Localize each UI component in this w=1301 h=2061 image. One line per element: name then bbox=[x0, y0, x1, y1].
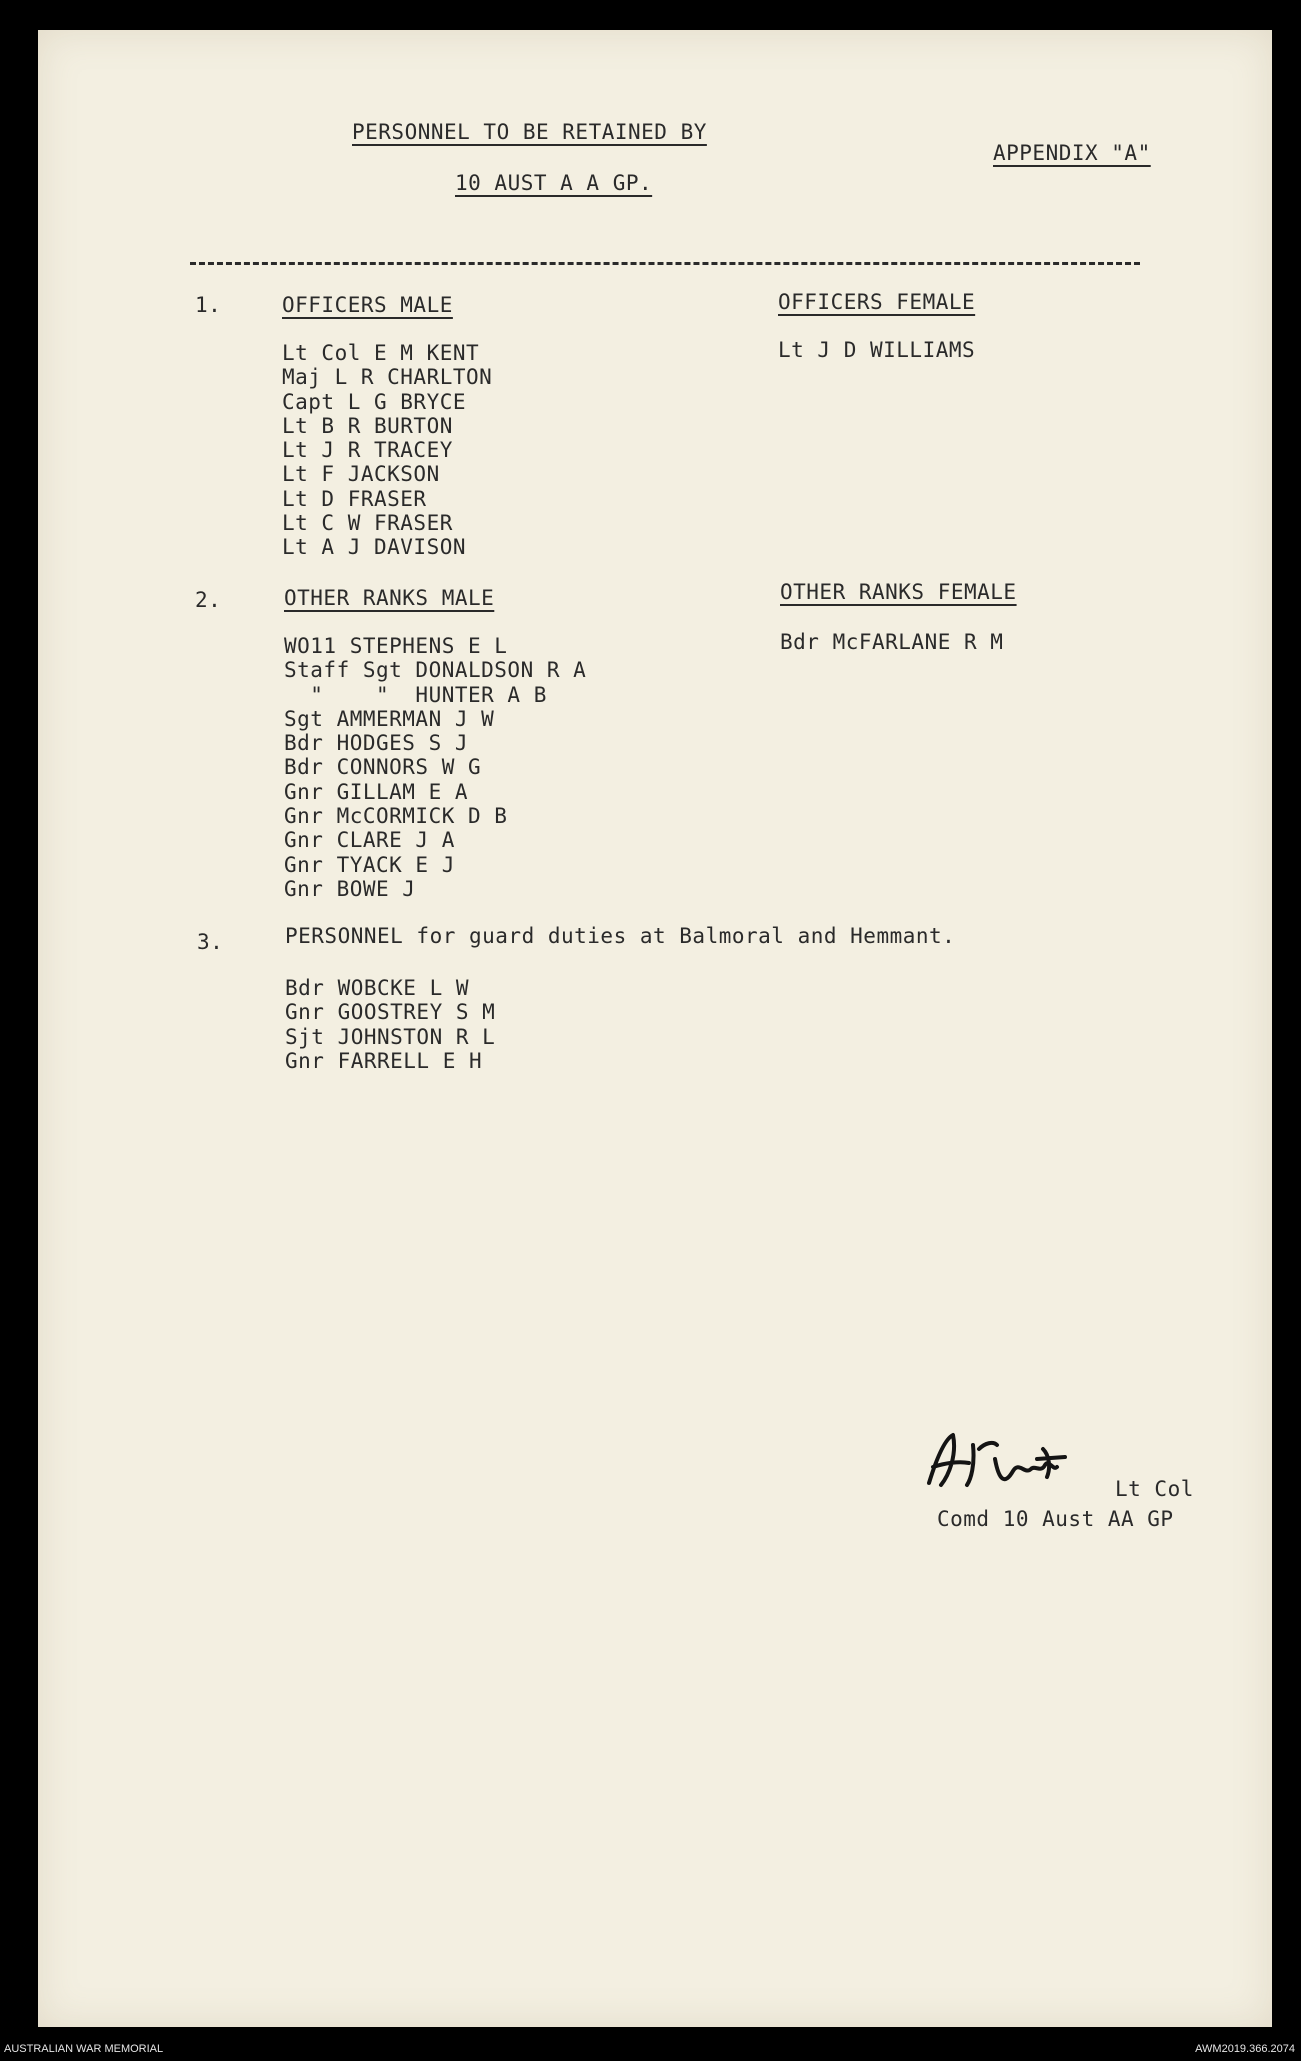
other-ranks-male-heading: OTHER RANKS MALE bbox=[284, 586, 495, 610]
guard-duties-list bbox=[285, 976, 495, 1073]
appendix-label: APPENDIX "A" bbox=[993, 141, 1151, 165]
list-item: Bdr CONNORS W G bbox=[284, 755, 482, 780]
signature-title: Comd 10 Aust AA GP bbox=[937, 1507, 1174, 1531]
list-item: Gnr FARRELL E H bbox=[285, 1048, 483, 1073]
list-item: Gnr GILLAM E A bbox=[284, 779, 469, 804]
other-ranks-female-list bbox=[780, 630, 1003, 654]
guard-duties-heading: PERSONNEL for guard duties at Balmoral and Hemmant. bbox=[285, 924, 956, 948]
handwritten-signature bbox=[915, 1425, 1120, 1495]
list-item: Bdr HODGES S J bbox=[284, 731, 469, 756]
list-item: Sjt JOHNSTON R L bbox=[285, 1024, 496, 1049]
list-item: Gnr McCORMICK D B bbox=[284, 804, 508, 829]
officers-male-heading: OFFICERS MALE bbox=[282, 293, 453, 317]
other-ranks-female-heading: OTHER RANKS FEMALE bbox=[780, 580, 1017, 604]
list-item: Gnr GOOSTREY S M bbox=[285, 1000, 496, 1025]
list-item: Lt B R BURTON bbox=[282, 413, 453, 438]
other-ranks-male-list bbox=[284, 634, 586, 901]
list-item: " " HUNTER A B bbox=[284, 682, 547, 707]
officers-male-list bbox=[282, 341, 492, 560]
list-item: Bdr McFARLANE R M bbox=[780, 630, 1004, 654]
list-item: Staff Sgt DONALDSON R A bbox=[284, 658, 587, 683]
officers-female-heading: OFFICERS FEMALE bbox=[778, 290, 976, 314]
document-title-line2: 10 AUST A A GP. bbox=[455, 171, 653, 195]
section-divider bbox=[190, 262, 1140, 265]
list-item: Bdr WOBCKE L W bbox=[285, 976, 470, 1000]
list-item: Lt C W FRASER bbox=[282, 511, 453, 536]
list-item: Lt D FRASER bbox=[282, 486, 427, 511]
list-item: Lt F JACKSON bbox=[282, 462, 440, 487]
list-item: Lt J D WILLIAMS bbox=[778, 338, 976, 362]
list-item: Gnr TYACK E J bbox=[284, 852, 455, 877]
list-item: WO11 STEPHENS E L bbox=[284, 634, 508, 658]
section1-number: 1. bbox=[195, 293, 222, 317]
list-item: Lt A J DAVISON bbox=[282, 535, 467, 560]
section2-number: 2. bbox=[195, 588, 222, 612]
footer-left: AUSTRALIAN WAR MEMORIAL bbox=[4, 2043, 164, 2055]
list-item: Capt L G BRYCE bbox=[282, 389, 467, 414]
footer-right: AWM2019.366.2074 bbox=[1195, 2043, 1295, 2055]
document-page bbox=[38, 30, 1272, 2027]
section3-number: 3. bbox=[197, 930, 224, 954]
list-item: Gnr CLARE J A bbox=[284, 828, 455, 853]
list-item: Lt Col E M KENT bbox=[282, 341, 480, 365]
list-item: Gnr BOWE J bbox=[284, 876, 416, 901]
list-item: Sgt AMMERMAN J W bbox=[284, 706, 495, 731]
list-item: Lt J R TRACEY bbox=[282, 438, 453, 463]
signature-rank: Lt Col bbox=[1115, 1477, 1194, 1501]
officers-female-list bbox=[778, 338, 975, 362]
document-title-line1: PERSONNEL TO BE RETAINED BY bbox=[352, 120, 707, 144]
list-item: Maj L R CHARLTON bbox=[282, 365, 493, 390]
